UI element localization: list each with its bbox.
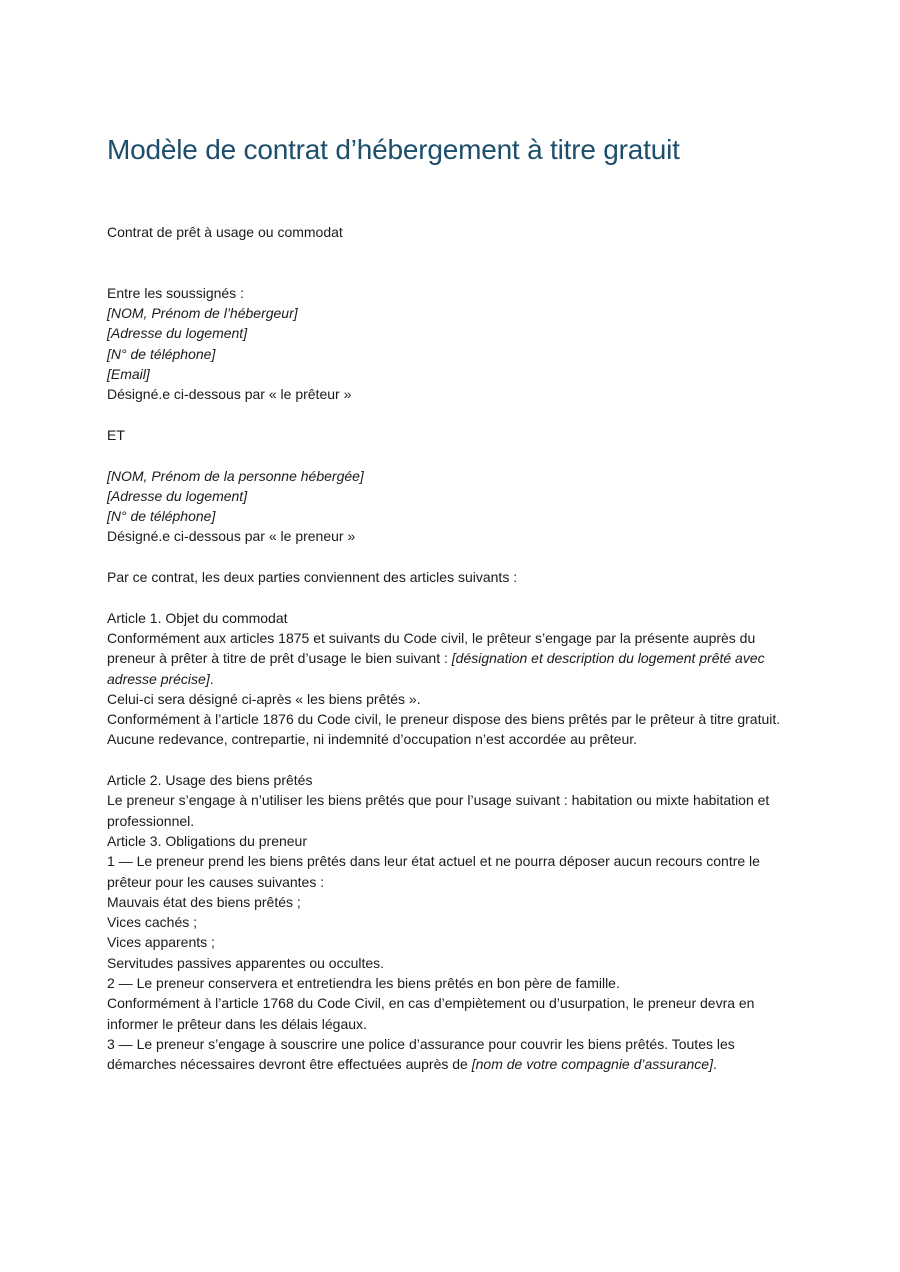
body-text: Conformément aux articles 1875 et suivants du Code civil, le prêteur s’engage par la présente auprès du preneur à prêter à titre de prêt d’usage le bien suivant : (107, 629, 756, 667)
body-text: 1 — Le preneur prend les biens prêtés dans leur état actuel et ne pourra déposer aucun recours contre le prêteur pour les causes suivantes : (107, 853, 760, 890)
placeholder-text: [désignation et description du logement prêté avec adresse précise] (107, 650, 765, 687)
placeholder-text: [N° de téléphone] (107, 345, 216, 362)
body-text: Conformément à l’article 1876 du Code civil, le preneur dispose des biens prêtés par le prêteur à titre gratuit. Aucune redevance, contrepartie, ni indemnité d’occupation n’est accordée au prêteur. (107, 711, 781, 748)
body-text: Conformément à l’article 1768 du Code Civil, en cas d’empiètement ou d’usurpation, le preneur devra en informer le prêteur dans les délais légaux. (107, 995, 755, 1032)
body-text: Article 2. Usage des biens prêtés (107, 772, 313, 789)
text-line (107, 953, 793, 973)
body-text: Article 3. Obligations du preneur (107, 832, 307, 849)
placeholder-text: [nom de votre compagnie d’assurance] (471, 1056, 713, 1073)
text-line (107, 770, 793, 790)
parties-lender (107, 283, 793, 405)
body-text: Vices apparents ; (107, 934, 215, 951)
page-title: Modèle de contrat d’hébergement à titre gratuit (107, 134, 680, 165)
body-text: Vices cachés ; (107, 914, 198, 931)
text-line (107, 912, 793, 932)
document-subtitle: Contrat de prêt à usage ou commodat (107, 224, 343, 240)
body-text: Celui-ci sera désigné ci-après « les biens prêtés ». (107, 690, 421, 707)
placeholder-text: [NOM, Prénom de la personne hébergée] (107, 467, 364, 484)
document-body (107, 283, 793, 1075)
body-text: Désigné.e ci-dessous par « le prêteur » (107, 386, 352, 403)
text-line (107, 628, 793, 689)
body-text: . (209, 670, 214, 687)
body-text: Article 1. Objet du commodat (107, 609, 288, 626)
body-text: . (712, 1056, 717, 1073)
text-line (107, 384, 793, 404)
text-line (107, 1034, 793, 1075)
placeholder-text: [Adresse du logement] (107, 325, 248, 342)
placeholder-text: [Adresse du logement] (107, 487, 248, 504)
text-line (107, 973, 793, 993)
text-line (107, 831, 793, 851)
placeholder-text: [N° de téléphone] (107, 508, 216, 525)
text-line (107, 425, 793, 445)
text-line (107, 567, 793, 587)
text-line (107, 993, 793, 1034)
text-line (107, 526, 793, 546)
agreement-intro (107, 567, 793, 587)
body-text: Le preneur s’engage à n’utiliser les biens prêtés que pour l’usage suivant : habitation ou mixte habitation et professionnel. (107, 792, 770, 829)
text-line (107, 364, 793, 384)
text-line (107, 851, 793, 892)
body-text: 3 — Le preneur s’engage à souscrire une police d’assurance pour couvrir les biens prêtés. Toutes les démarches nécessaires devront être effectuées auprès de (107, 1035, 735, 1073)
placeholder-text: [Email] (107, 366, 150, 383)
text-line (107, 689, 793, 709)
body-text: ET (107, 426, 125, 443)
text-line (107, 283, 793, 303)
text-line (107, 608, 793, 628)
article-1 (107, 608, 793, 750)
text-line (107, 323, 793, 343)
body-text: Entre les soussignés : (107, 284, 244, 301)
text-line (107, 932, 793, 952)
text-line (107, 709, 793, 750)
text-line (107, 466, 793, 486)
articles-2-3 (107, 770, 793, 1074)
text-line (107, 486, 793, 506)
body-text: Mauvais état des biens prêtés ; (107, 893, 301, 910)
text-line (107, 790, 793, 831)
body-text: Désigné.e ci-dessous par « le preneur » (107, 528, 356, 545)
text-line (107, 892, 793, 912)
body-text: Par ce contrat, les deux parties conviennent des articles suivants : (107, 569, 518, 586)
parties-borrower (107, 466, 793, 547)
placeholder-text: [NOM, Prénom de l’hébergeur] (107, 305, 298, 322)
text-line (107, 506, 793, 526)
text-line (107, 344, 793, 364)
et-separator (107, 425, 793, 445)
body-text: Servitudes passives apparentes ou occultes. (107, 954, 385, 971)
body-text: 2 — Le preneur conservera et entretiendra les biens prêtés en bon père de famille. (107, 974, 620, 991)
text-line (107, 303, 793, 323)
